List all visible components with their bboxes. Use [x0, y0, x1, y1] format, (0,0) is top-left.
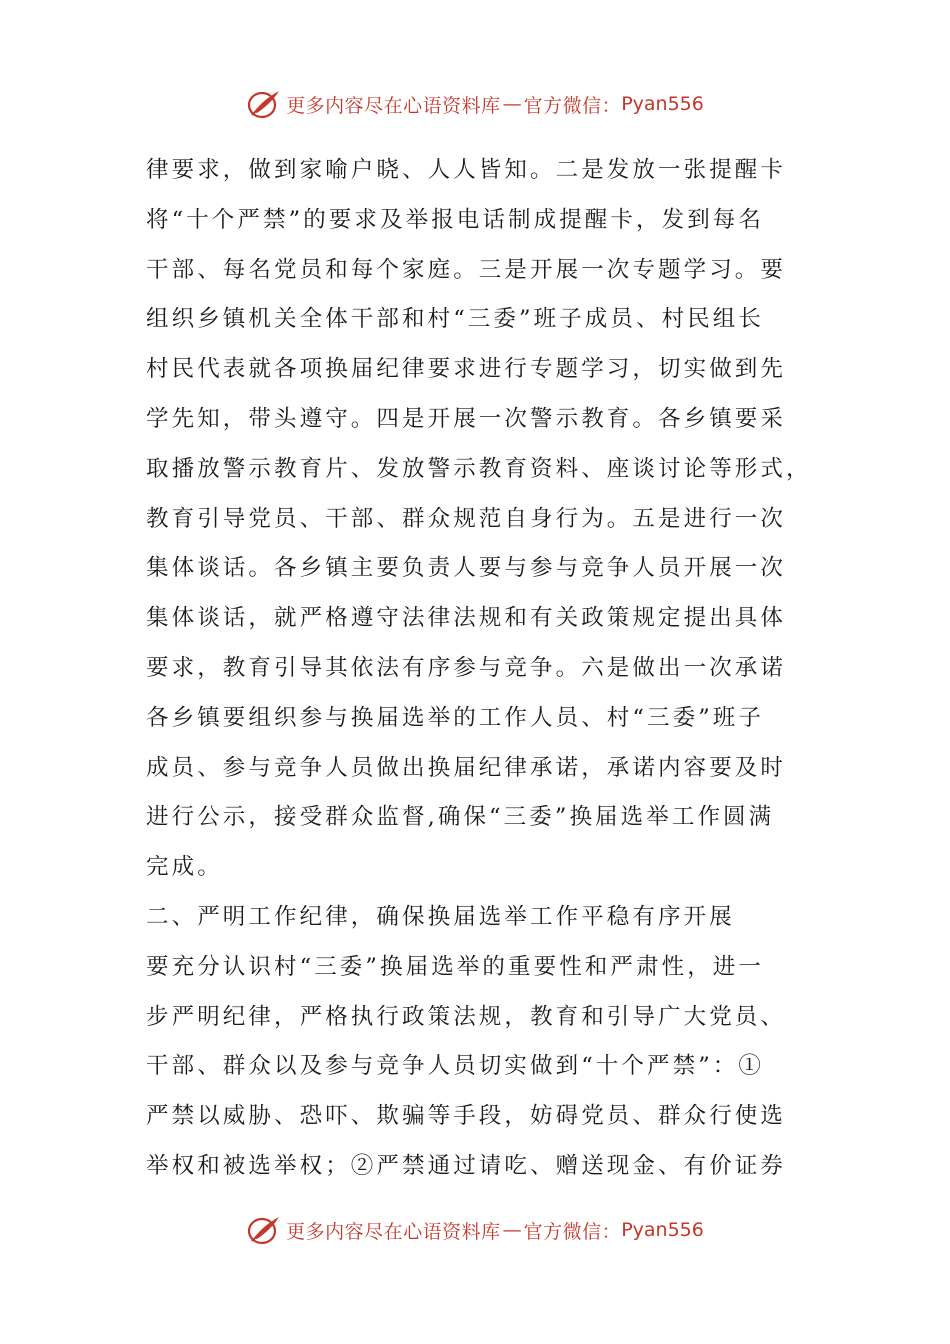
quill-logo-icon — [246, 88, 282, 120]
body-line: 律要求，做到家喻户晓、人人皆知。二是发放一张提醒卡 — [146, 157, 787, 183]
body-line: 集体谈话，就严格遵守法律法规和有关政策规定提出具体 — [146, 605, 787, 632]
watermark-main-text: 更多内容尽在心语资料库 — [286, 94, 501, 117]
body-line: 干部、每名党员和每个家庭。三是开展一次专题学习。要 — [146, 256, 787, 283]
body-line: 要求，教育引导其依法有序参与竞争。六是做出一次承诺 — [146, 654, 787, 681]
document-body — [146, 146, 812, 1192]
section-heading: 二、严明工作纪律，确保换届选举工作平稳有序开展 — [146, 903, 735, 930]
body-line: 步严明纪律，严格执行政策法规，教育和引导广大党员、 — [146, 1003, 787, 1030]
body-line: 村民代表就各项换届纪律要求进行专题学习，切实做到先 — [146, 356, 787, 383]
body-line: 将“十个严禁”的要求及举报电话制成提醒卡，发到每名 — [146, 206, 765, 233]
body-line: 举权和被选举权；②严禁通过请吃、赠送现金、有价证券 — [146, 1152, 787, 1179]
watermark-id: Pyan556 — [621, 1219, 704, 1241]
header-watermark — [0, 84, 950, 124]
body-line: 严禁以威胁、恐吓、欺骗等手段，妨碍党员、群众行使选 — [146, 1103, 787, 1130]
watermark-suffix: 官方微信： — [523, 94, 622, 117]
watermark-separator: — — [502, 1219, 522, 1241]
watermark-separator: — — [502, 93, 522, 115]
watermark-id: Pyan556 — [621, 93, 704, 115]
body-line: 进行公示，接受群众监督,确保“三委”换届选举工作圆满 — [146, 804, 775, 831]
body-line: 干部、群众以及参与竞争人员切实做到“十个严禁”：① — [146, 1053, 765, 1080]
footer-watermark — [0, 1210, 950, 1250]
body-line: 成员、参与竞争人员做出换届纪律承诺，承诺内容要及时 — [146, 754, 787, 781]
body-line: 要充分认识村“三委”换届选举的重要性和严肃性，进一 — [146, 953, 765, 980]
body-line: 取播放警示教育片、发放警示教育资料、座谈讨论等形式， — [146, 455, 812, 482]
watermark-main-text: 更多内容尽在心语资料库 — [286, 1220, 501, 1243]
body-line: 组织乡镇机关全体干部和村“三委”班子成员、村民组长 — [146, 306, 765, 333]
quill-logo-icon — [246, 1214, 282, 1246]
body-line: 完成。 — [146, 854, 223, 881]
body-line: 教育引导党员、干部、群众规范自身行为。五是进行一次 — [146, 505, 787, 532]
body-line: 各乡镇要组织参与换届选举的工作人员、村“三委”班子 — [146, 704, 765, 731]
watermark-suffix: 官方微信： — [523, 1220, 622, 1243]
body-line: 集体谈话。各乡镇主要负责人要与参与竞争人员开展一次 — [146, 555, 787, 582]
body-line: 学先知，带头遵守。四是开展一次警示教育。各乡镇要采 — [146, 405, 787, 432]
